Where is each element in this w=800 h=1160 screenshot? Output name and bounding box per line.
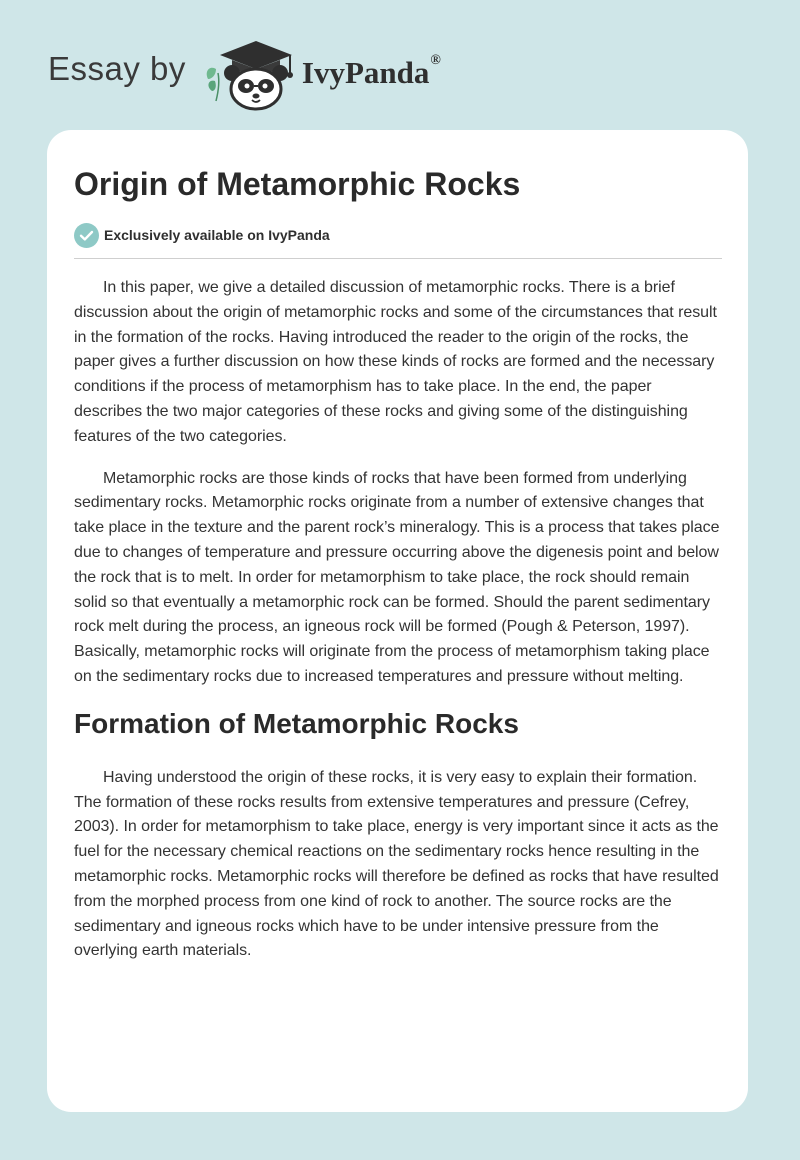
brand-name: IvyPanda®	[301, 53, 441, 90]
article-title: Origin of Metamorphic Rocks	[74, 166, 521, 202]
paragraph: In this paper, we give a detailed discussion of metamorphic rocks. There is a brief discussion about the origin of metamorphic rocks and some of the circumstances that result in the formation of the rocks. Having introduced the reader to the origin of the rocks, the paper gives a further discussion on how these kinds of rocks are formed and the necessary conditions if the process of metamorphism has to take place. In the end, the paper describes the two major categories of these rocks and giving some of the distinguishing features of the two categories.	[74, 279, 717, 445]
site-header	[48, 32, 441, 112]
exclusive-notice	[74, 222, 722, 248]
paragraph: Metamorphic rocks are those kinds of rocks that have been formed from underlying sedimentary rocks. Metamorphic rocks originate from a number of extensive changes that take place in the texture and the parent rock’s mineralogy. This is a process that takes place due to changes of temperature and pressure occurring above the digenesis point and below the rock that is to melt. In order for metamorphism to take place, the rock should remain solid so that eventually a metamorphic rock can be formed. Should the parent sedimentary rock melt during the process, an igneous rock will be formed (Pough & Peterson, 1997). Basically, metamorphic rocks will originate from the process of metamorphism taking place on the sedimentary rocks due to increased temperatures and pressure without melting.	[74, 469, 720, 685]
essay-by-label: Essay by	[48, 50, 186, 87]
check-circle-icon	[74, 223, 99, 248]
article-card	[47, 130, 748, 1112]
panda-graduate-logo	[202, 33, 298, 111]
title-divider	[74, 258, 722, 259]
paragraph: Having understood the origin of these rocks, it is very easy to explain their formation. The formation of these rocks results from extensive temperatures and pressure (Cefrey, 2003). In order for metamorphism to take place, energy is very important since it acts as the fuel for the necessary chemical reactions on the sedimentary rocks hence resulting in the metamorphic rocks. Metamorphic rocks will therefore be defined as rocks that have resulted from the morphed process from one kind of rock to another. The source rocks are the sedimentary and igneous rocks which have to be under intensive pressure from the overlying earth materials.	[74, 768, 719, 960]
exclusive-label: Exclusively available on IvyPanda	[104, 227, 330, 243]
section-heading: Formation of Metamorphic Rocks	[74, 707, 519, 739]
